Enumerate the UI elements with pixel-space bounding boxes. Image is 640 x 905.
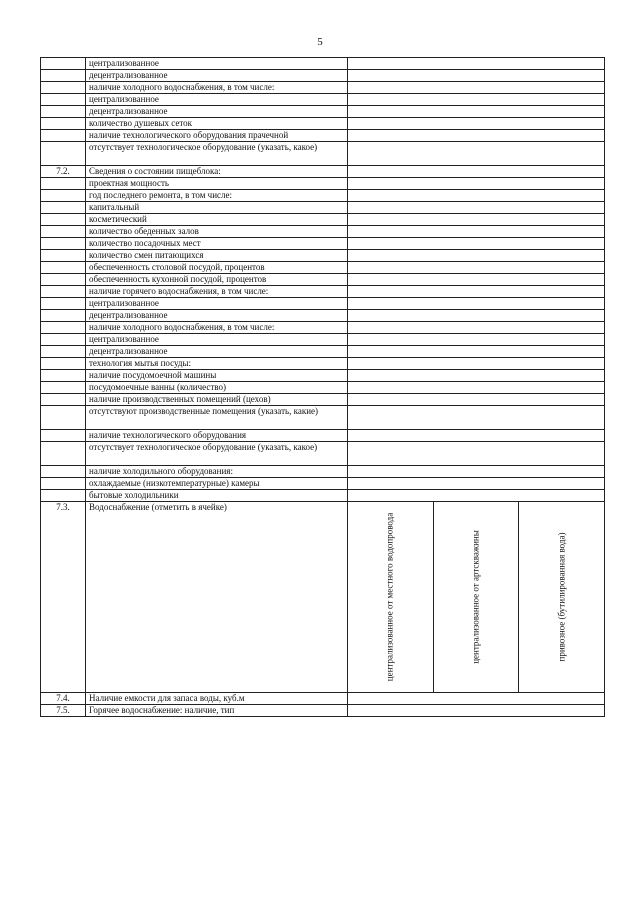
- row-number: [41, 358, 86, 370]
- table-row: [41, 382, 605, 394]
- value-cell[interactable]: [348, 490, 605, 502]
- value-cell[interactable]: [348, 130, 605, 142]
- table-row: [41, 262, 605, 274]
- table-row: [41, 118, 605, 130]
- row-label: централизованное: [86, 334, 348, 346]
- row-number: [41, 322, 86, 334]
- row-label: отсутствуют производственные помещения (указать, какие): [86, 406, 348, 430]
- row-number: [41, 382, 86, 394]
- row-label: наличие холодильного оборудования:: [86, 466, 348, 478]
- row-label: децентрализованное: [86, 70, 348, 82]
- row-number: [41, 286, 86, 298]
- row-label: централизованное: [86, 58, 348, 70]
- table-row: [41, 442, 605, 466]
- row-number: [41, 406, 86, 430]
- water-supply-option-cell[interactable]: [433, 502, 519, 692]
- water-supply-option-label: централизованное от местного водопровода: [384, 512, 395, 682]
- value-cell[interactable]: [348, 334, 605, 346]
- row-number: [41, 214, 86, 226]
- row-number: [41, 106, 86, 118]
- row-label: отсутствует технологическое оборудование (указать, какое): [86, 442, 348, 466]
- table-row: [41, 250, 605, 262]
- row-label: централизованное: [86, 94, 348, 106]
- table-row: [41, 705, 605, 717]
- value-cell[interactable]: [348, 394, 605, 406]
- row-number: [41, 274, 86, 286]
- row-label: децентрализованное: [86, 346, 348, 358]
- table-row: [41, 94, 605, 106]
- table-row: [41, 406, 605, 430]
- row-number: [41, 142, 86, 166]
- value-cell[interactable]: [348, 202, 605, 214]
- table-row: [41, 334, 605, 346]
- row-label: количество душевых сеток: [86, 118, 348, 130]
- table-row: [41, 286, 605, 298]
- value-cell[interactable]: [348, 382, 605, 394]
- value-cell[interactable]: [348, 478, 605, 490]
- value-cell: [348, 502, 605, 693]
- water-supply-options: [348, 502, 604, 692]
- row-label: наличие холодного водоснабжения, в том числе:: [86, 82, 348, 94]
- value-cell[interactable]: [348, 286, 605, 298]
- row-label: Горячее водоснабжение: наличие, тип: [86, 705, 348, 717]
- table-row: [41, 70, 605, 82]
- table-row: [41, 394, 605, 406]
- value-cell[interactable]: [348, 70, 605, 82]
- table-row: [41, 166, 605, 178]
- table-row: [41, 478, 605, 490]
- row-label: наличие холодного водоснабжения, в том числе:: [86, 322, 348, 334]
- row-label: Сведения о состоянии пищеблока:: [86, 166, 348, 178]
- row-number: [41, 190, 86, 202]
- value-cell[interactable]: [348, 94, 605, 106]
- row-number: [41, 118, 86, 130]
- row-number: 7.3.: [41, 502, 86, 693]
- table-row: [41, 106, 605, 118]
- water-supply-option-label: централизованное от артскважины: [470, 530, 481, 664]
- row-number: [41, 310, 86, 322]
- value-cell[interactable]: [348, 693, 605, 705]
- row-number: [41, 178, 86, 190]
- water-supply-option-cell[interactable]: [348, 502, 433, 692]
- table-row: [41, 370, 605, 382]
- table-row: [41, 298, 605, 310]
- value-cell[interactable]: [348, 358, 605, 370]
- value-cell[interactable]: [348, 214, 605, 226]
- row-number: [41, 430, 86, 442]
- value-cell[interactable]: [348, 370, 605, 382]
- table-row: [41, 130, 605, 142]
- water-supply-option-label: привозное (бутилированная вода): [556, 532, 567, 662]
- table-row: [41, 502, 605, 693]
- row-label: Водоснабжение (отметить в ячейке): [86, 502, 348, 693]
- row-number: [41, 466, 86, 478]
- value-cell[interactable]: [348, 166, 605, 178]
- row-label: централизованное: [86, 298, 348, 310]
- value-cell[interactable]: [348, 226, 605, 238]
- value-cell[interactable]: [348, 705, 605, 717]
- row-number: [41, 202, 86, 214]
- form-table: [40, 57, 605, 717]
- table-row: [41, 430, 605, 442]
- table-row: [41, 490, 605, 502]
- row-label: год последнего ремонта, в том числе:: [86, 190, 348, 202]
- value-cell[interactable]: [348, 442, 605, 466]
- value-cell[interactable]: [348, 262, 605, 274]
- table-row: [41, 274, 605, 286]
- table-row: [41, 190, 605, 202]
- row-number: [41, 250, 86, 262]
- value-cell[interactable]: [348, 82, 605, 94]
- table-row: [41, 142, 605, 166]
- value-cell[interactable]: [348, 178, 605, 190]
- value-cell[interactable]: [348, 250, 605, 262]
- row-label: Наличие емкости для запаса воды, куб.м: [86, 693, 348, 705]
- row-label: децентрализованное: [86, 310, 348, 322]
- value-cell[interactable]: [348, 466, 605, 478]
- table-row: [41, 82, 605, 94]
- row-number: [41, 238, 86, 250]
- value-cell[interactable]: [348, 298, 605, 310]
- row-number: 7.2.: [41, 166, 86, 178]
- row-number: [41, 82, 86, 94]
- row-label: проектная мощность: [86, 178, 348, 190]
- table-row: [41, 238, 605, 250]
- row-number: [41, 490, 86, 502]
- row-label: охлаждаемые (низкотемпературные) камеры: [86, 478, 348, 490]
- row-number: [41, 394, 86, 406]
- table-row: [41, 346, 605, 358]
- value-cell[interactable]: [348, 430, 605, 442]
- value-cell[interactable]: [348, 238, 605, 250]
- row-label: технология мытья посуды:: [86, 358, 348, 370]
- row-number: [41, 334, 86, 346]
- row-number: [41, 478, 86, 490]
- row-number: [41, 346, 86, 358]
- row-label: наличие посудомоечной машины: [86, 370, 348, 382]
- row-label: количество смен питающихся: [86, 250, 348, 262]
- row-label: бытовые холодильники: [86, 490, 348, 502]
- row-number: 7.5.: [41, 705, 86, 717]
- value-cell[interactable]: [348, 58, 605, 70]
- row-number: [41, 298, 86, 310]
- value-cell[interactable]: [348, 322, 605, 334]
- table-row: [41, 58, 605, 70]
- table-row: [41, 226, 605, 238]
- row-label: децентрализованное: [86, 106, 348, 118]
- row-label: наличие производственных помещений (цехов): [86, 394, 348, 406]
- table-row: [41, 214, 605, 226]
- value-cell[interactable]: [348, 118, 605, 130]
- row-label: наличие горячего водоснабжения, в том числе:: [86, 286, 348, 298]
- water-supply-option-cell[interactable]: [518, 502, 604, 692]
- value-cell[interactable]: [348, 346, 605, 358]
- value-cell[interactable]: [348, 406, 605, 430]
- value-cell[interactable]: [348, 142, 605, 166]
- table-row: [41, 202, 605, 214]
- row-number: [41, 58, 86, 70]
- row-number: 7.4.: [41, 693, 86, 705]
- row-label: количество обеденных залов: [86, 226, 348, 238]
- value-cell[interactable]: [348, 310, 605, 322]
- row-number: [41, 370, 86, 382]
- row-label: количество посадочных мест: [86, 238, 348, 250]
- table-row: [41, 310, 605, 322]
- row-number: [41, 226, 86, 238]
- value-cell[interactable]: [348, 190, 605, 202]
- row-number: [41, 70, 86, 82]
- table-row: [41, 693, 605, 705]
- row-label: посудомоечные ванны (количество): [86, 382, 348, 394]
- row-label: наличие технологического оборудования: [86, 430, 348, 442]
- row-label: косметический: [86, 214, 348, 226]
- value-cell[interactable]: [348, 106, 605, 118]
- row-label: обеспеченность столовой посудой, процентов: [86, 262, 348, 274]
- table-row: [41, 178, 605, 190]
- table-row: [41, 322, 605, 334]
- page-number: 5: [317, 36, 323, 48]
- row-number: [41, 442, 86, 466]
- row-label: отсутствует технологическое оборудование (указать, какое): [86, 142, 348, 166]
- row-label: обеспеченность кухонной посудой, процентов: [86, 274, 348, 286]
- row-number: [41, 94, 86, 106]
- row-label: наличие технологического оборудования прачечной: [86, 130, 348, 142]
- table-row: [41, 358, 605, 370]
- table-row: [41, 466, 605, 478]
- row-number: [41, 262, 86, 274]
- value-cell[interactable]: [348, 274, 605, 286]
- row-label: капитальный: [86, 202, 348, 214]
- row-number: [41, 130, 86, 142]
